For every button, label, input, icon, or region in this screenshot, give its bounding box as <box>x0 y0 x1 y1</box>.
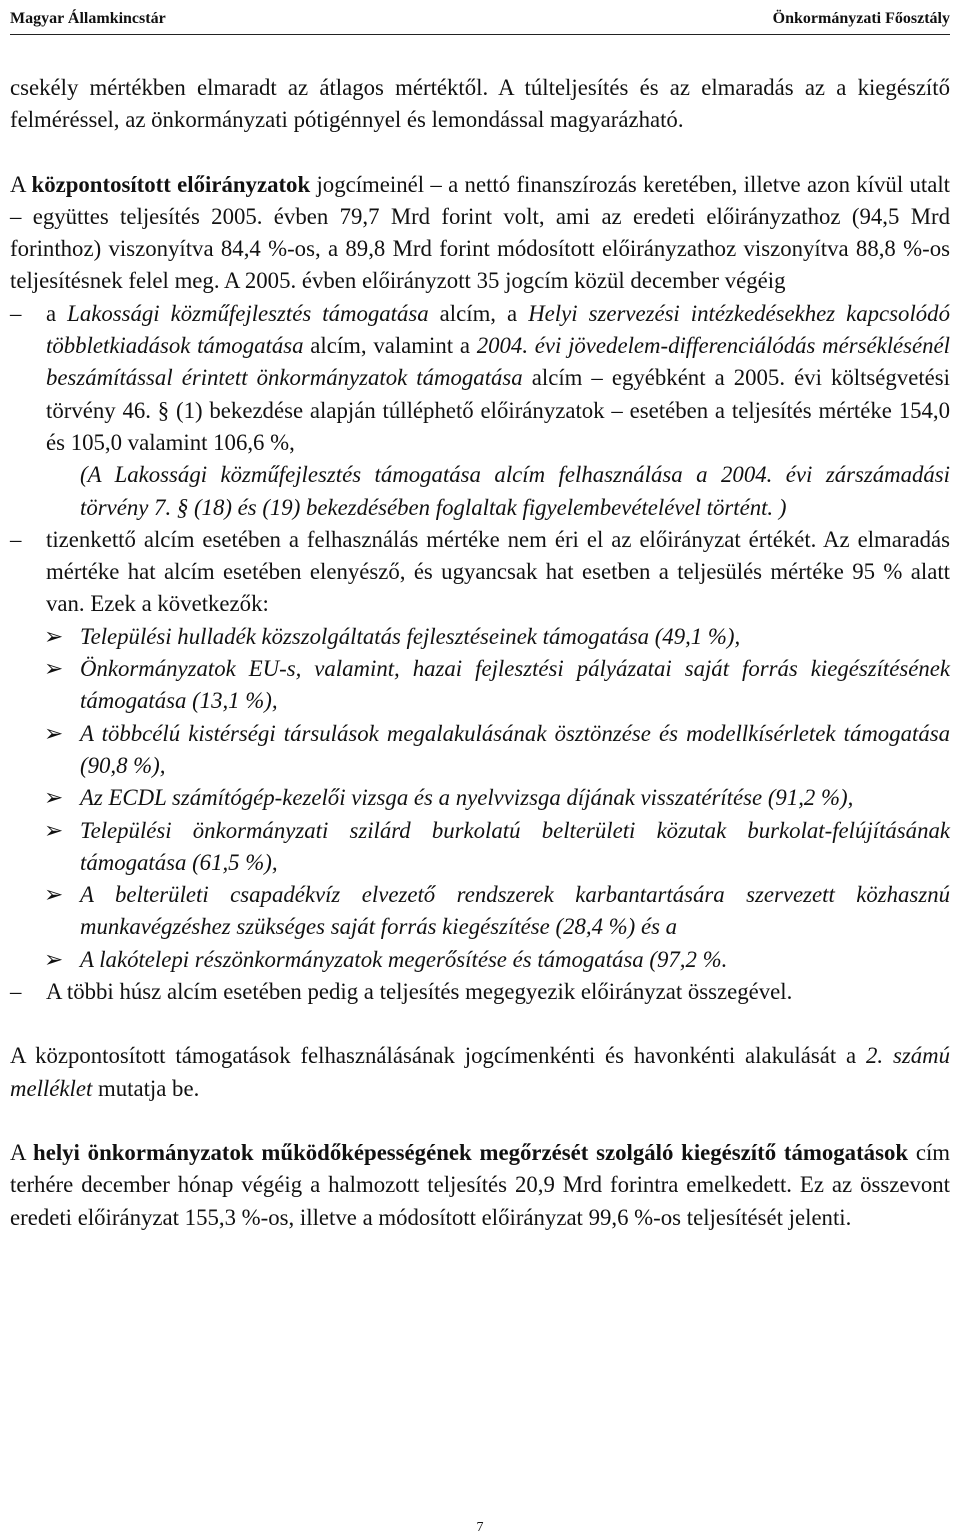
page-number: 7 <box>476 1520 484 1535</box>
text-run: alcím, a <box>428 300 529 326</box>
spacer <box>10 137 950 169</box>
header-right-dept: Önkormányzati Főosztály <box>772 10 950 27</box>
dash-icon: – <box>10 526 22 552</box>
arrow-bullet-icon: ➢ <box>44 817 64 843</box>
list-item-text: A lakótelepi részönkormányzatok megerősítése és támogatása (97,2 %. <box>80 946 728 972</box>
italic-term: Helyi szervezési intézkedésekhez kapcsolódó többletkiadások támogatása <box>46 300 950 359</box>
italic-term: 2004. évi jövedelem-differenciálódás mérséklésénél beszámítással érintett önkormányzatok támogatása <box>46 333 950 391</box>
list-item-text: Az ECDL számítógép-kezelői vizsga és a nyelvvizsga díjának visszatérítése (91,2 %), <box>80 785 854 811</box>
italic-term: 2. számú melléklet <box>10 1043 950 1101</box>
document-body <box>10 72 950 1234</box>
dash-item-text: tizenkettő alcím esetében a felhasználás mértéke nem éri el az előirányzat értékét. Az elmaradás mértéke hat alcím esetében elenyésző, és ugyancsak hat esetben a teljesülés mértéke 95 % alatt van. Ezek a következők: <box>46 526 950 617</box>
spacer <box>10 1105 950 1137</box>
page-header <box>10 4 950 35</box>
list-item <box>10 944 950 976</box>
dash-icon: – <box>10 979 22 1005</box>
list-item <box>10 621 950 653</box>
arrow-bullet-icon: ➢ <box>44 946 64 972</box>
paragraph-2 <box>10 169 950 298</box>
spacer <box>10 1008 950 1040</box>
arrow-bullet-icon: ➢ <box>44 785 64 811</box>
text-run: alcím – egyébként a 2005. évi költségvetési törvény 46. § (1) bekezdése alapján túlléphető előirányzatok – esetében a teljesítés mértéke 154,0 és 105,0 valamint 106,6 %, <box>46 365 950 455</box>
paragraph-1: csekély mértékben elmaradt az átlagos mértéktől. A túlteljesítés és az elmaradás az a kiegészítő felméréssel, az önkormányzati pótigénnyel és lemondással magyarázható. <box>10 75 950 133</box>
text-run: A <box>10 1139 34 1165</box>
list-item-text: Önkormányzatok EU-s, valamint, hazai fejlesztési pályázatai saját forrás kiegészítésének támogatása (13,1 %), <box>80 656 950 714</box>
list-item <box>10 815 950 880</box>
list-item <box>10 782 950 814</box>
italic-note: (A Lakossági közműfejlesztés támogatása alcím felhasználása a 2004. évi zárszámadási törvény 7. § (18) és (19) bekezdésében foglaltak figyelembevételével történt. ) <box>80 462 950 520</box>
bold-term: központosított előirányzatok <box>31 171 311 197</box>
text-run: mutatja be. <box>92 1075 200 1101</box>
italic-term: Lakossági közműfejlesztés támogatása <box>67 300 429 326</box>
paragraph-4 <box>10 1137 950 1234</box>
arrow-list <box>10 621 950 976</box>
text-run: A központosított támogatások felhasználásának jogcímenkénti és havonkénti alakulását a <box>10 1043 867 1069</box>
arrow-bullet-icon: ➢ <box>44 656 64 682</box>
text-run: alcím, valamint a <box>303 333 477 359</box>
bold-term: helyi önkormányzatok működőképességének megőrzését szolgáló kiegészítő támogatások <box>33 1139 909 1165</box>
list-item-text: Települési önkormányzati szilárd burkolatú belterületi közutak burkolat-felújításának támogatása (61,5 %), <box>80 817 950 875</box>
text-run: a <box>46 300 68 326</box>
list-item-text: A belterületi csapadékvíz elvezető rendszerek karbantartására szervezett közhasznú munkavégzéshez szükséges saját forrás kiegészítése (28,4 %) és a <box>80 882 950 940</box>
dash-icon: – <box>10 300 22 326</box>
dash-item-2 <box>10 524 950 621</box>
arrow-bullet-icon: ➢ <box>44 623 64 649</box>
list-item-text: A többcélú kistérségi társulások megalakulásának ösztönzése és modellkísérletek támogatása (90,8 %), <box>80 720 950 778</box>
text-run: A <box>10 171 32 197</box>
dash-item-1 <box>10 298 950 459</box>
list-item <box>10 879 950 944</box>
header-left-org: Magyar Államkincstár <box>10 10 166 27</box>
list-item-text: Települési hulladék közszolgáltatás fejlesztéseinek támogatása (49,1 %), <box>80 623 741 649</box>
dash-item-3 <box>10 976 950 1008</box>
dash-item-text <box>46 298 950 459</box>
arrow-bullet-icon: ➢ <box>44 882 64 908</box>
text-run: jogcímeinél – a nettó finanszírozás keretében, illetve azon kívül utalt – együttes teljesítés 2005. évben 79,7 Mrd forint volt, ami az eredeti előirányzathoz (94,5 Mrd forinthoz) viszonyítva 84,4 %-os, a 89,8 Mrd forint módosított előirányzathoz viszonyítva 88,8 %-os teljesítésnek felel meg. A 2005. évben előirányzott 35 jogcím közül december végéig <box>10 171 951 294</box>
dash-item-text: A többi húsz alcím esetében pedig a teljesítés megegyezik előirányzat összegével. <box>46 979 793 1005</box>
list-item <box>10 718 950 783</box>
text-run: cím terhére december hónap végéig a halmozott teljesítés 20,9 Mrd forintra emelkedett. Ez az összevont eredeti előirányzat 155,3 %-os, illetve a módosított előirányzat 99,6 %-os teljesítését jelenti. <box>10 1139 951 1230</box>
list-item <box>10 653 950 718</box>
paragraph-3 <box>10 1040 950 1105</box>
arrow-bullet-icon: ➢ <box>44 720 64 746</box>
